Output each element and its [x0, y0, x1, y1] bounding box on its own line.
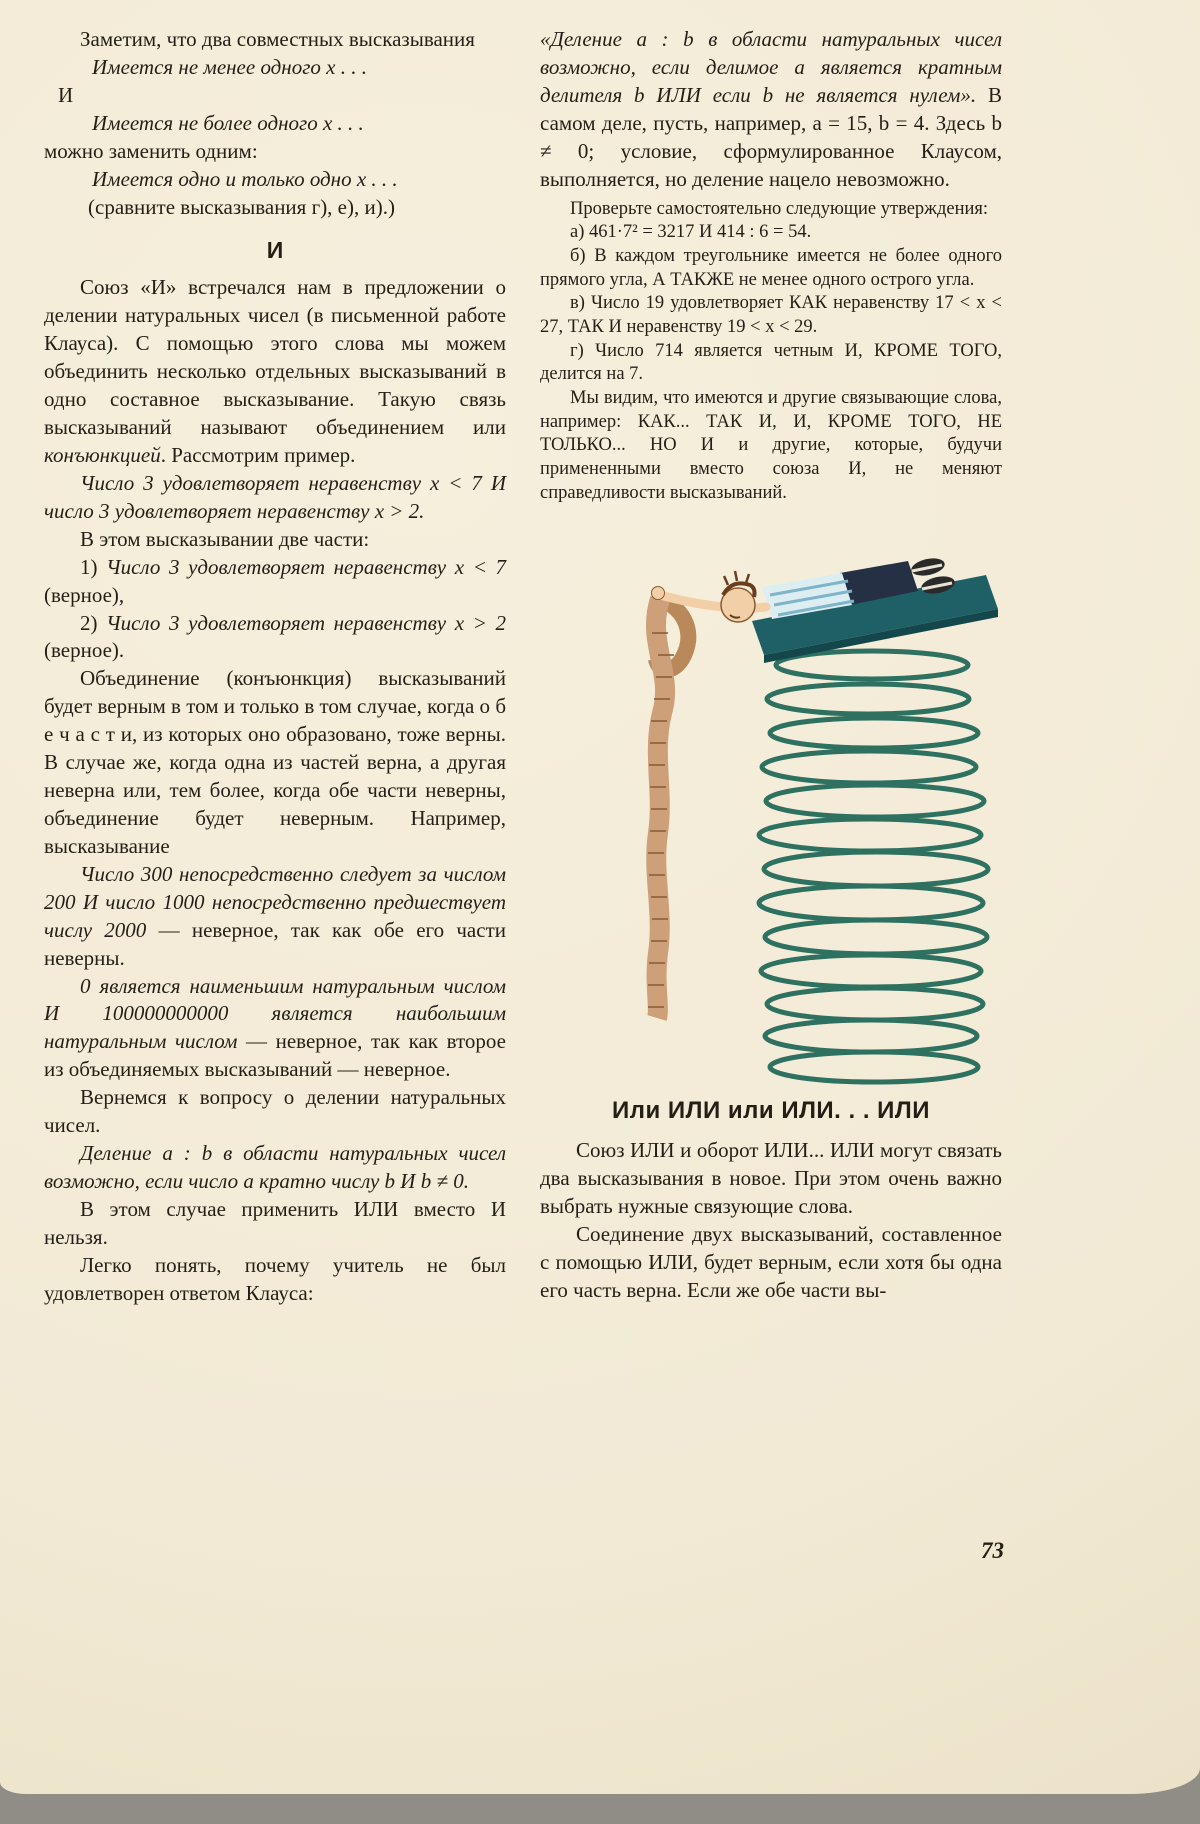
- left-column: [44, 26, 506, 1308]
- notice-line: И: [58, 82, 74, 107]
- paragraph: [44, 665, 506, 860]
- text-segment-italic: Число 300 непосредственно следует за числом 200 И число 1000 непосредственно предшествует числу 2000: [44, 861, 506, 942]
- text-segment: В этом случае применить ИЛИ вместо И нельзя.: [44, 1196, 506, 1249]
- spring-coils-icon: [759, 651, 988, 1082]
- exercise-item-b: б) В каждом треугольнике имеется не более одного прямого угла, А ТАКЖЕ не менее одного острого угла.: [540, 245, 1002, 290]
- section-heading-and: И: [266, 237, 284, 264]
- paragraph: [44, 1252, 506, 1308]
- text-segment: — неверное, так как второе из объединяемых высказываний — неверное.: [44, 1029, 506, 1082]
- text-segment: В этом высказывании две части:: [80, 526, 370, 551]
- paragraph: [44, 1084, 506, 1140]
- text-segment: Легко понять, почему учитель не был удовлетворен ответом Клауса:: [44, 1252, 506, 1305]
- text-segment-italic: 0 является наименьшим натуральным числом И 100000000000 является наибольшим натуральным числом: [44, 973, 506, 1054]
- exercise-item-a: а) 461·7² = 3217 И 414 : 6 = 54.: [570, 222, 812, 243]
- paragraph: [44, 610, 506, 666]
- paragraph: [44, 861, 506, 973]
- notice-line: (сравните высказывания г), е), и).): [88, 194, 395, 219]
- text-segment-italic: конъюнкцией: [44, 442, 161, 467]
- paragraph: [44, 526, 506, 554]
- page-number: 73: [981, 1538, 1004, 1563]
- spring-illustration: [540, 513, 1002, 1093]
- text-segment-italic: Деление a : b в области натуральных чисел возможно, если число a кратно числу b И b ≠ 0.: [44, 1141, 506, 1193]
- paragraph: [540, 1137, 1002, 1221]
- right-column: [540, 26, 1002, 1308]
- section-heading-or: Или ИЛИ или ИЛИ. . . ИЛИ: [611, 1097, 931, 1125]
- notice-line-italic: Имеется не более одного x . . .: [92, 110, 364, 135]
- notice-line-italic: Имеется одно и только одно x . . .: [92, 166, 398, 191]
- text-segment: Объединение (конъюнкция) высказываний будет верным в том и только в том случае, когда о б е ч а с т и, из которых оно образовано, тоже верны. В случае же, когда одна из частей верна, а другая неверна или, тем более, когда обе части неверны, объединение будет неверным. Например, высказывание: [44, 666, 506, 858]
- exercise-intro: Проверьте самостоятельно следующие утверждения:: [570, 198, 989, 219]
- text-segment: (верное),: [44, 582, 125, 607]
- text-segment: В самом деле, пусть, например, a = 15, b = 4. Здесь b ≠ 0; условие, сформулированное Клаусом, выполняется, но деление нацело невозможно.: [540, 82, 1002, 191]
- paragraph: [44, 973, 506, 1085]
- exercise-item-g: г) Число 714 является четным И, КРОМЕ ТОГО, делится на 7.: [540, 340, 1002, 385]
- paragraph: [540, 1221, 1002, 1305]
- text-segment: 2): [80, 610, 107, 635]
- paragraph: [44, 554, 506, 610]
- text-segment-italic: Число 3 удовлетворяет неравенству x > 2: [106, 610, 506, 635]
- measuring-tape-icon: [648, 599, 688, 1018]
- notice-line: Заметим, что два совместных высказывания: [80, 27, 475, 51]
- paragraph: [44, 470, 506, 526]
- exercises-block: [540, 198, 1002, 506]
- paragraph: [44, 274, 506, 469]
- exercise-note: Мы видим, что имеются и другие связывающие слова, например: КАК... ТАК И, И, КРОМЕ ТОГО, НЕ ТОЛЬКО... НО И и другие, которые, будучи примененными вместо союза И, не меняют справедливости высказываний.: [540, 387, 1002, 503]
- text-segment-italic: Число 3 удовлетворяет неравенству x < 7: [106, 554, 506, 579]
- text-segment: — неверное, так как обе его части неверны.: [44, 917, 506, 970]
- exercise-item-v: в) Число 19 удовлетворяет КАК неравенству 17 < x < 27, ТАК И неравенству 19 < x < 29.: [540, 293, 1002, 337]
- notice-line: можно заменить одним:: [44, 138, 258, 163]
- paragraph: [540, 26, 1002, 194]
- notice-line-italic: Имеется не менее одного x . . .: [92, 54, 367, 79]
- text-segment: Союз «И» встречался нам в предложении о делении натуральных чисел (в письменной работе Клауса). С помощью этого слова мы можем объединить несколько отдельных высказываний в одно составное высказывание. Такую связь высказываний называют объединением или: [44, 275, 506, 440]
- text-segment: Вернемся к вопросу о делении натуральных чисел.: [44, 1085, 506, 1138]
- text-segment: (верное).: [44, 638, 125, 663]
- text-segment-italic: «Деление a : b в области натуральных чисел возможно, если делимое a является кратным делителя b ИЛИ если b не является нулем».: [540, 27, 1002, 107]
- text-segment: 1): [80, 554, 107, 579]
- boy-measuring-spring-drawing: [540, 513, 1002, 1093]
- text-segment: Соединение двух высказываний, составленное с помощью ИЛИ, будет верным, если хотя бы одна его часть верна. Если же обе части вы-: [540, 1222, 1002, 1302]
- text-segment: Союз ИЛИ и оборот ИЛИ... ИЛИ могут связать два высказывания в новое. При этом очень важно выбрать нужные связующие слова.: [540, 1138, 1002, 1219]
- paragraph: [44, 1196, 506, 1252]
- paragraph: [44, 1140, 506, 1196]
- text-segment: . Рассмотрим пример.: [160, 442, 356, 467]
- text-segment-italic: Число 3 удовлетворяет неравенству x < 7 И число 3 удовлетворяет неравенству x > 2.: [44, 470, 506, 523]
